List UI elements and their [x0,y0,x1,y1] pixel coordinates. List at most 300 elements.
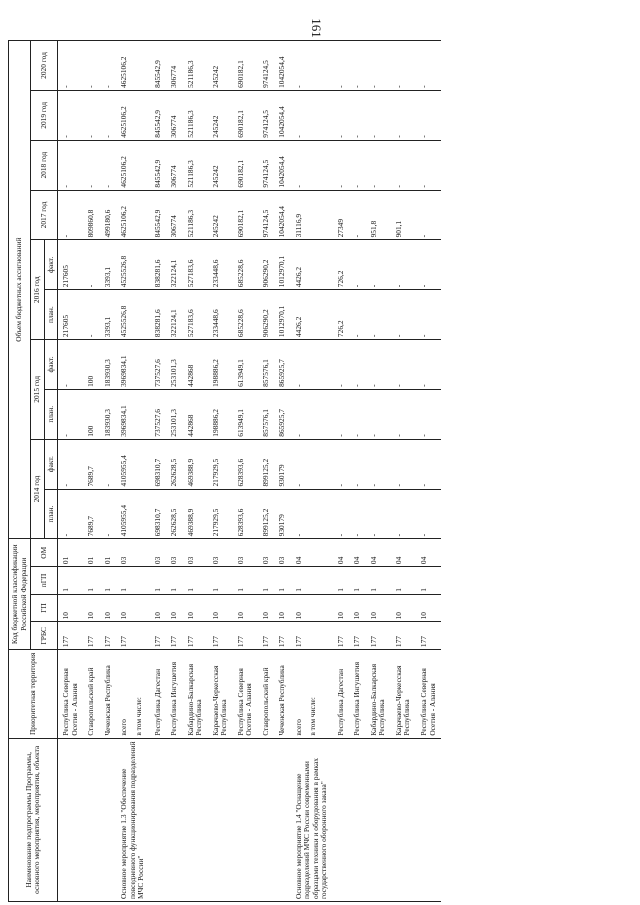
row-code-cell: 1 [233,567,258,595]
row-value-cell: - [100,439,117,489]
row-value-cell: 245242 [208,190,233,240]
row-value-cell: - [391,240,416,290]
territory-label: Республика Дагестан [152,668,162,736]
row-measure-name [258,738,275,901]
territory-label: Карачаево-Черкесская Республика [210,665,229,736]
row-value-cell: 198886,2 [208,340,233,390]
row-value-cell: 4525526,8 [116,290,150,340]
row-measure-name: Основное мероприятие 1.3 "Обеспечение повседневного функционирования подразделений МЧС России" [116,738,150,901]
row-value-cell: - [366,439,391,489]
row-value-cell: 245242 [208,90,233,140]
table-row [150,41,167,902]
row-value-cell: - [391,489,416,539]
row-value-cell: - [416,90,441,140]
row-value-cell: - [100,489,117,539]
row-value-cell: 3393,1 [100,240,117,290]
row-code-cell: 03 [183,539,208,567]
row-code-cell: 177 [291,622,333,650]
row-code-cell: 1 [416,567,441,595]
row-value-cell: 845542,9 [150,140,167,190]
row-code-cell: 04 [366,539,391,567]
row-value-cell: - [100,140,117,190]
row-value-cell: 726,2 [333,290,350,340]
row-value-cell: - [366,240,391,290]
row-measure-name: Основное мероприятие 1.4 "Оснащение подразделений МЧС России современными образцами техники и оборудования в рамках государственного оборонного заказа" [291,738,333,901]
row-value-cell: 521186,3 [183,140,208,190]
row-value-cell: 899125,2 [258,489,275,539]
row-value-cell: - [416,439,441,489]
row-value-cell: 499180,6 [100,190,117,240]
row-measure-name [274,738,291,901]
row-value-cell: - [366,41,391,91]
row-code-cell: 04 [416,539,441,567]
row-code-cell: 1 [83,567,100,595]
row-value-cell: 726,2 [333,240,350,290]
row-value-cell: - [333,340,350,390]
row-code-cell: 03 [150,539,167,567]
territory-label: Карачаево-Черкесская Республика [393,665,412,736]
row-value-cell: 245242 [208,41,233,91]
row-value-cell: - [416,489,441,539]
row-value-cell: - [349,140,366,190]
table-row [349,41,366,902]
row-code-cell: 10 [83,594,100,622]
row-value-cell: - [83,290,100,340]
row-code-cell: 10 [208,594,233,622]
row-measure-name [416,738,441,901]
row-code-cell: 10 [333,594,350,622]
row-territory [366,650,391,739]
table-row [166,41,183,902]
row-value-cell: 183930,3 [100,340,117,390]
territory-label: всего [119,719,129,736]
row-value-cell: - [349,340,366,390]
table-row [116,41,150,902]
row-value-cell: - [58,489,84,539]
territory-sub-label: в том числе: [308,697,318,736]
row-measure-name [83,738,100,901]
header-year-2014: 2014 год [31,439,45,539]
header-fact-2014: факт. [44,439,58,489]
row-measure-name [333,738,350,901]
row-value-cell: - [416,140,441,190]
row-code-cell: 01 [83,539,100,567]
row-code-cell: 177 [150,622,167,650]
row-value-cell: - [100,90,117,140]
territory-label: Чеченская Республика [277,665,287,736]
header-plan-2016: план. [44,290,58,340]
row-territory [333,650,350,739]
row-code-cell: 177 [391,622,416,650]
row-code-cell: 03 [208,539,233,567]
row-value-cell: 838281,6 [150,240,167,290]
page-number: 161 [308,18,324,38]
row-value-cell: 100 [83,340,100,390]
table-row [100,41,117,902]
row-code-cell: 10 [258,594,275,622]
row-value-cell: 930179 [274,489,291,539]
row-code-cell: 10 [150,594,167,622]
row-value-cell: 1042054,4 [274,90,291,140]
row-measure-name [166,738,183,901]
row-code-cell: 177 [58,622,84,650]
row-value-cell: - [349,190,366,240]
row-value-cell: 31116,9 [291,190,333,240]
row-code-cell: 04 [291,539,333,567]
row-value-cell: 974124,5 [258,90,275,140]
row-territory [150,650,167,739]
row-value-cell: 809860,8 [83,190,100,240]
header-year-2017: 2017 год [31,190,58,240]
row-measure-name [100,738,117,901]
row-value-cell: - [291,389,333,439]
row-value-cell: 469388,9 [183,489,208,539]
row-value-cell: 217605 [58,240,84,290]
row-value-cell: 4625106,2 [116,90,150,140]
row-value-cell: 262628,5 [166,439,183,489]
territory-label: Ставропольский край [86,667,96,736]
row-value-cell: - [58,41,84,91]
row-value-cell: 613949,1 [233,340,258,390]
row-value-cell: - [333,90,350,140]
row-value-cell: - [416,240,441,290]
territory-label: Ставропольский край [260,667,270,736]
row-code-cell: 03 [274,539,291,567]
row-value-cell: - [416,290,441,340]
row-code-cell: 10 [349,594,366,622]
row-code-cell: 177 [83,622,100,650]
row-value-cell: 690182,1 [233,90,258,140]
table-row [333,41,350,902]
row-value-cell: - [291,439,333,489]
row-value-cell: - [58,340,84,390]
row-value-cell: - [391,90,416,140]
row-value-cell: 1012970,1 [274,290,291,340]
row-value-cell: 322124,1 [166,240,183,290]
row-value-cell: - [333,389,350,439]
row-value-cell: - [58,140,84,190]
row-code-cell: 10 [366,594,391,622]
row-value-cell: 306774 [166,41,183,91]
row-value-cell: - [416,389,441,439]
row-value-cell: - [291,489,333,539]
row-value-cell: 857576,1 [258,389,275,439]
row-value-cell: 845542,9 [150,190,167,240]
row-value-cell: 685228,6 [233,290,258,340]
territory-label: Республика Ингушетия [352,661,362,736]
row-value-cell: 930179 [274,439,291,489]
row-measure-name [366,738,391,901]
row-value-cell: - [291,41,333,91]
row-code-cell: 10 [100,594,117,622]
header-name: Наименование подпрограммы Программы, основного мероприятия, мероприятия, объекта [9,738,58,901]
row-value-cell: 906290,2 [258,240,275,290]
row-code-cell: 177 [349,622,366,650]
row-value-cell: - [333,41,350,91]
row-value-cell: - [349,90,366,140]
row-measure-name [349,738,366,901]
row-value-cell: - [416,41,441,91]
row-value-cell: - [83,140,100,190]
territory-label: Республика Северная Осетия - Алания [418,668,437,736]
row-value-cell: - [83,41,100,91]
row-value-cell: 4105955,4 [116,439,150,489]
table-body [58,41,441,902]
row-code-cell: 177 [183,622,208,650]
table-row [83,41,100,902]
territory-label: Республика Ингушетия [169,661,179,736]
row-value-cell: 3969834,1 [116,340,150,390]
row-territory [291,650,333,739]
row-code-cell: 1 [333,567,350,595]
row-measure-name [208,738,233,901]
header-code-pgp: пГП [31,567,58,595]
row-code-cell: 10 [391,594,416,622]
row-value-cell: 628393,6 [233,439,258,489]
row-territory [349,650,366,739]
row-code-cell: 03 [233,539,258,567]
row-code-cell: 1 [291,567,333,595]
row-code-cell: 1 [150,567,167,595]
row-value-cell: 974124,5 [258,140,275,190]
header-plan-2014: план. [44,489,58,539]
row-value-cell: 521186,3 [183,190,208,240]
row-value-cell: - [366,90,391,140]
row-code-cell: 177 [416,622,441,650]
row-code-cell: 10 [274,594,291,622]
table-row [258,41,275,902]
row-territory [100,650,117,739]
header-fact-2015: факт. [44,340,58,390]
row-value-cell: - [366,389,391,439]
row-value-cell: 698310,7 [150,489,167,539]
table-header [9,41,58,902]
row-value-cell: - [58,90,84,140]
row-value-cell: - [349,389,366,439]
row-measure-name [183,738,208,901]
row-territory [274,650,291,739]
table-row [391,41,416,902]
row-value-cell: 613949,1 [233,389,258,439]
row-value-cell: 527183,6 [183,240,208,290]
row-value-cell: 217605 [58,290,84,340]
row-territory [166,650,183,739]
row-value-cell: 253101,3 [166,340,183,390]
row-code-cell: 01 [100,539,117,567]
row-value-cell: 527183,6 [183,290,208,340]
territory-label: Кабардино-Балкарская Республика [185,663,204,736]
row-value-cell: - [391,389,416,439]
row-value-cell: 521186,3 [183,90,208,140]
row-code-cell: 10 [233,594,258,622]
row-value-cell: - [291,90,333,140]
row-value-cell: 7689,7 [83,489,100,539]
row-value-cell: 698310,7 [150,439,167,489]
row-code-cell: 1 [258,567,275,595]
row-value-cell: - [333,439,350,489]
row-code-cell: 1 [116,567,150,595]
row-value-cell: - [349,489,366,539]
row-value-cell: 737527,6 [150,389,167,439]
row-value-cell: 183930,3 [100,389,117,439]
row-value-cell: 521186,3 [183,41,208,91]
row-code-cell: 01 [58,539,84,567]
row-value-cell: 690182,1 [233,190,258,240]
row-code-cell: 10 [166,594,183,622]
row-territory [391,650,416,739]
row-code-cell: 03 [116,539,150,567]
row-value-cell: - [333,140,350,190]
row-territory [58,650,84,739]
row-value-cell: 262628,5 [166,489,183,539]
row-value-cell: 469388,9 [183,439,208,489]
header-volume-group: Объем бюджетных ассигнований [9,41,31,539]
row-code-cell: 177 [233,622,258,650]
header-plan-2015: план. [44,389,58,439]
row-value-cell: 100 [83,389,100,439]
table-row [208,41,233,902]
row-value-cell: - [83,90,100,140]
row-code-cell: 03 [166,539,183,567]
row-value-cell: 306774 [166,140,183,190]
row-value-cell: 857576,1 [258,340,275,390]
row-code-cell: 177 [366,622,391,650]
row-value-cell: 737527,6 [150,340,167,390]
header-code-group: Код бюджетной классификации Российской Федерации [9,539,31,650]
row-value-cell: - [416,190,441,240]
row-value-cell: 4105955,4 [116,489,150,539]
row-value-cell: 1042054,4 [274,41,291,91]
row-value-cell: 233448,6 [208,240,233,290]
row-value-cell: - [366,290,391,340]
territory-label: всего [293,719,303,736]
row-value-cell: - [333,489,350,539]
row-value-cell: 306774 [166,190,183,240]
row-measure-name [391,738,416,901]
row-value-cell: 322124,1 [166,290,183,340]
row-value-cell: 233448,6 [208,290,233,340]
row-value-cell: 4426,2 [291,240,333,290]
row-value-cell: 4625106,2 [116,190,150,240]
row-value-cell: - [83,240,100,290]
row-territory [258,650,275,739]
row-value-cell: - [391,340,416,390]
header-year-2020: 2020 год [31,41,58,91]
row-code-cell: 177 [333,622,350,650]
row-code-cell: 10 [291,594,333,622]
row-value-cell: 690182,1 [233,41,258,91]
territory-sub-label: в том числе: [133,697,143,736]
row-value-cell: 1012970,1 [274,240,291,290]
row-code-cell: 177 [166,622,183,650]
row-code-cell: 1 [166,567,183,595]
row-value-cell: 442868 [183,340,208,390]
row-value-cell: - [58,389,84,439]
row-code-cell: 10 [416,594,441,622]
row-value-cell: - [349,439,366,489]
header-fact-2016: факт. [44,240,58,290]
row-territory [208,650,233,739]
row-value-cell: - [391,41,416,91]
row-code-cell: 177 [116,622,150,650]
territory-label: Республика Дагестан [335,668,345,736]
row-territory [233,650,258,739]
row-code-cell: 1 [208,567,233,595]
row-code-cell: 1 [100,567,117,595]
row-value-cell: 974124,5 [258,41,275,91]
header-year-2018: 2018 год [31,140,58,190]
row-measure-name [150,738,167,901]
row-code-cell: 03 [258,539,275,567]
table-row [291,41,333,902]
row-code-cell: 04 [333,539,350,567]
row-value-cell: 906290,2 [258,290,275,340]
row-value-cell: 951,8 [366,190,391,240]
row-code-cell: 10 [58,594,84,622]
header-code-grbs: ГРБС [31,622,58,650]
row-value-cell: - [366,340,391,390]
row-value-cell: - [349,290,366,340]
row-value-cell: - [391,439,416,489]
row-territory [183,650,208,739]
table-row [183,41,208,902]
territory-label: Республика Северная Осетия - Алания [61,668,79,736]
row-value-cell: - [291,340,333,390]
row-value-cell: - [58,190,84,240]
header-territory: Приоритетная территория [9,650,58,739]
row-value-cell: - [391,290,416,340]
row-value-cell: 845542,9 [150,41,167,91]
row-value-cell: 4625106,2 [116,140,150,190]
row-code-cell: 1 [183,567,208,595]
table-row [274,41,291,902]
table-row [366,41,391,902]
row-value-cell: 838281,6 [150,290,167,340]
row-code-cell: 1 [366,567,391,595]
row-value-cell: 245242 [208,140,233,190]
row-value-cell: 865925,7 [274,389,291,439]
row-code-cell: 1 [349,567,366,595]
row-value-cell: - [291,140,333,190]
row-value-cell: - [366,489,391,539]
row-value-cell: 3393,1 [100,290,117,340]
row-value-cell: 217929,5 [208,489,233,539]
table-row [233,41,258,902]
row-measure-name [233,738,258,901]
row-value-cell: - [416,340,441,390]
row-value-cell: 3969834,1 [116,389,150,439]
row-code-cell: 04 [391,539,416,567]
row-value-cell: 865925,7 [274,340,291,390]
row-value-cell: 217929,5 [208,439,233,489]
row-code-cell: 177 [100,622,117,650]
table-row [58,41,84,902]
row-value-cell: 901,1 [391,190,416,240]
row-value-cell: 974124,5 [258,190,275,240]
row-code-cell: 10 [116,594,150,622]
row-value-cell: 899125,2 [258,439,275,489]
row-value-cell: 4625106,2 [116,41,150,91]
row-value-cell: - [391,140,416,190]
row-value-cell: 7689,7 [83,439,100,489]
row-code-cell: 177 [258,622,275,650]
header-year-2019: 2019 год [31,90,58,140]
row-value-cell: 4426,2 [291,290,333,340]
row-value-cell: 198886,2 [208,389,233,439]
row-territory [416,650,441,739]
row-value-cell: 442868 [183,389,208,439]
header-year-2016: 2016 год [31,240,45,340]
